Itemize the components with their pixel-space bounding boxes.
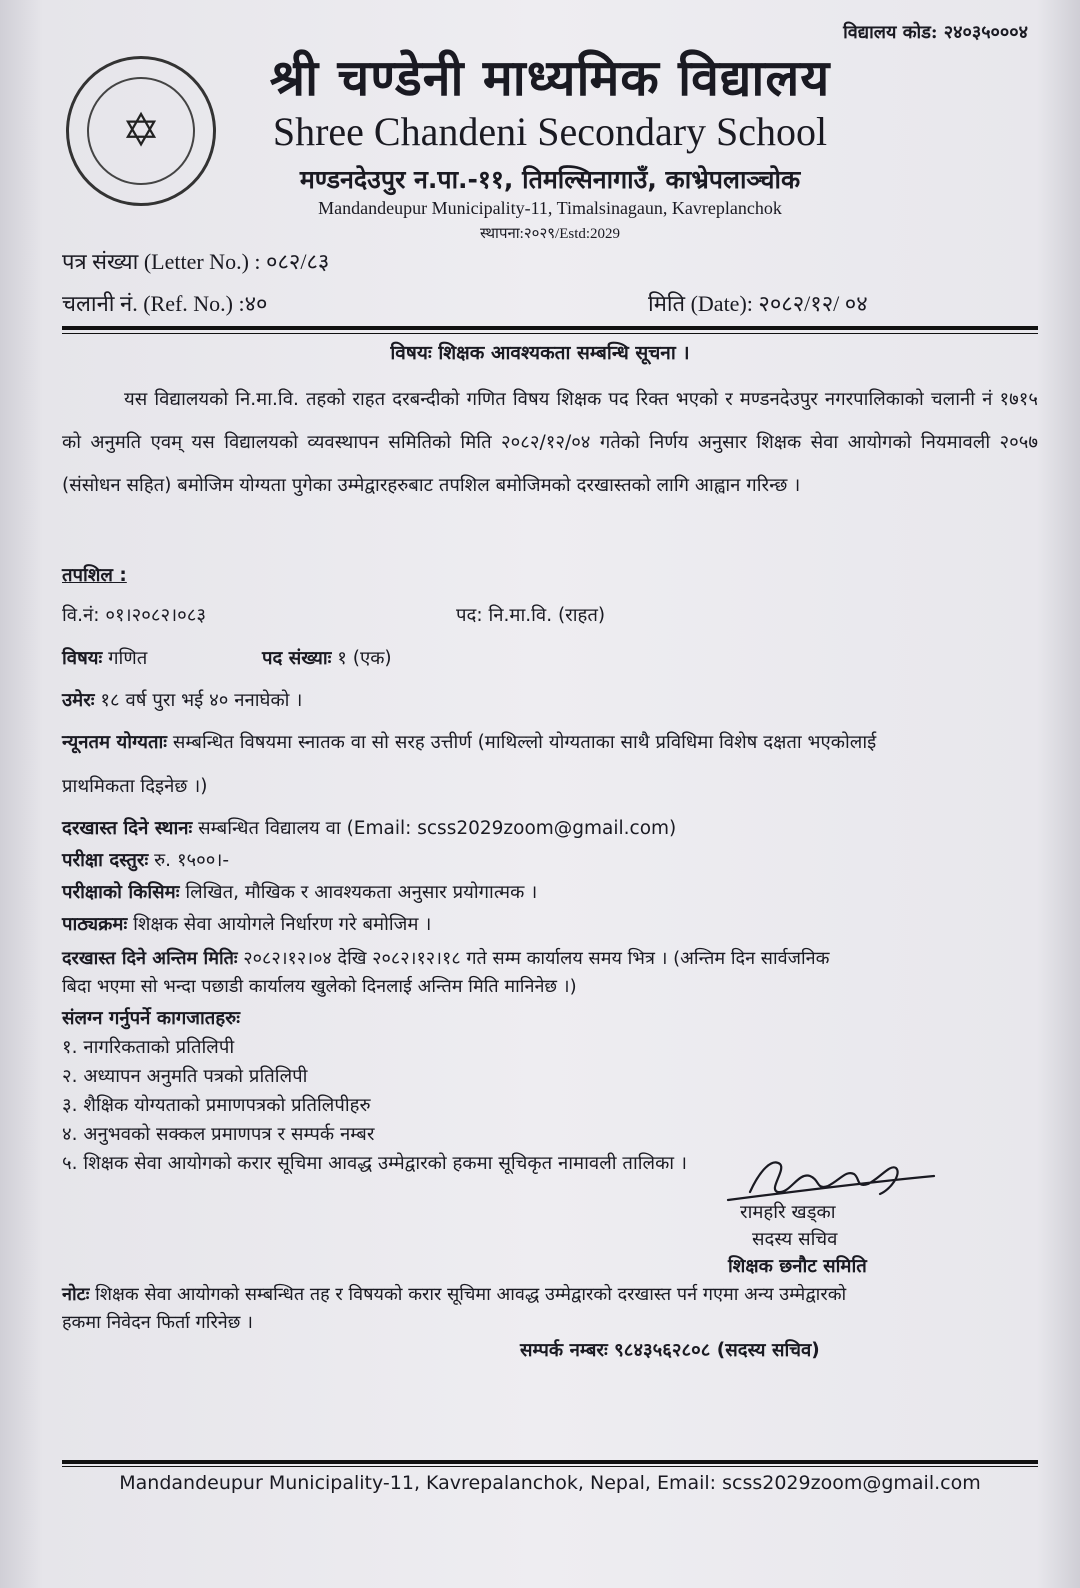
place-label: दरखास्त दिने स्थानः bbox=[62, 818, 193, 839]
signatory-name: रामहरि खड्का bbox=[740, 1202, 836, 1223]
ad-number: वि.नं: ०१।२०८२।०८३ bbox=[62, 605, 206, 626]
age-field bbox=[62, 690, 302, 712]
header-divider bbox=[62, 326, 1038, 330]
document-item: २. अध्यापन अनुमति पत्रको प्रतिलिपी bbox=[62, 1066, 308, 1087]
exam-type-field bbox=[62, 882, 537, 904]
star-emblem-icon: ✡ bbox=[121, 103, 161, 157]
subject-line: विषयः शिक्षक आवश्यकता सम्बन्धि सूचना । bbox=[390, 342, 690, 364]
syllabus-label: पाठ्यक्रमः bbox=[62, 914, 128, 935]
footer-divider bbox=[62, 1460, 1038, 1464]
note-value-cont: हकमा निवेदन फिर्ता गरिनेछ । bbox=[62, 1312, 253, 1333]
details-heading: तपशिल : bbox=[62, 565, 127, 586]
syllabus-field bbox=[62, 914, 431, 936]
school-code: विद्यालय कोड: २४०३५०००४ bbox=[843, 22, 1028, 43]
reference-number: चलानी नं. (Ref. No.) :४० bbox=[62, 291, 268, 316]
deadline-value-cont: बिदा भएमा सो भन्दा पछाडी कार्यालय खुलेको दिनलाई अन्तिम मिति मानिनेछ ।) bbox=[62, 976, 577, 997]
deadline-value: २०८२।१२।०४ देखि २०८२।१२।१८ गते सम्म कार्यालय समय भित्र । (अन्तिम दिन सार्वजनिक bbox=[237, 948, 830, 969]
school-name-english: Shree Chandeni Secondary School bbox=[272, 109, 828, 154]
note-value: शिक्षक सेवा आयोगको सम्बन्धित तह र विषयको करार सूचिमा आवद्ध उम्मेद्वारको दरखास्त पर्न गएमा अन्य उम्मेद्वारको bbox=[89, 1284, 847, 1305]
application-place-field bbox=[62, 818, 676, 840]
subject-value: गणित bbox=[102, 648, 148, 669]
handwritten-signature bbox=[720, 1150, 940, 1206]
footer-address: Mandandeupur Municipality-11, Kavrepalanchok, Nepal, Email: scss2029zoom@gmail.com bbox=[119, 1472, 981, 1494]
letter-date: मिति (Date): २०८२/१२/ ०४ bbox=[648, 291, 868, 316]
deadline-label: दरखास्त दिने अन्तिम मितिः bbox=[62, 948, 238, 969]
fee-label: परीक्षा दस्तुरः bbox=[62, 850, 149, 871]
age-value: १८ वर्ष पुरा भई ४० ननाघेको । bbox=[94, 690, 303, 711]
fee-value: रु. १५००।- bbox=[148, 850, 230, 871]
qualification-value-cont: प्राथमिकता दिइनेछ ।) bbox=[62, 776, 208, 797]
school-name-nepali: श्री चण्डेनी माध्यमिक विद्यालय bbox=[269, 49, 831, 107]
age-label: उमेरः bbox=[62, 690, 95, 711]
contact-label: सम्पर्क नम्बरः bbox=[520, 1340, 608, 1361]
exam-type-label: परीक्षाको किसिमः bbox=[62, 882, 180, 903]
exam-fee-field bbox=[62, 850, 229, 872]
note-label: नोटः bbox=[62, 1284, 90, 1305]
qualification-label: न्यूनतम योग्यताः bbox=[62, 732, 168, 753]
subject-field bbox=[62, 648, 147, 670]
positions-label: पद संख्याः bbox=[262, 648, 332, 669]
school-seal-logo bbox=[66, 56, 216, 206]
footer-divider-thin bbox=[62, 1466, 1038, 1467]
positions-field bbox=[262, 648, 392, 670]
signatory-title: सदस्य सचिव bbox=[752, 1229, 838, 1250]
established-year: स्थापना:२०२९/Estd:2029 bbox=[479, 226, 621, 242]
body-paragraph: यस विद्यालयको नि.मा.वि. तहको राहत दरबन्दीको गणित विषय शिक्षक पद रिक्त भएको र मण्डनदेउपुर नगरपालिकाको चलानी नं १७१५ को अनुमति एवम् यस विद्यालयको व्यवस्थापन समितिको मिति २०८२/१२/०४ गतेको निर्णय अनुसार शिक्षक सेवा आयोगको नियमावली २०५७ (संसोधन सहित) बमोजिम योग्यता पुगेका उम्मेद्वारहरुबाट तपशिल बमोजिमको दरखास्तको लागि आह्वान गरिन्छ । bbox=[62, 389, 1038, 496]
post-name: पद: नि.मा.वि. (राहत) bbox=[456, 605, 606, 626]
address-english: Mandandeupur Municipality-11, Timalsinagaun, Kavreplanchok bbox=[318, 198, 782, 218]
seal-inner-ring bbox=[87, 77, 195, 185]
contact-field bbox=[520, 1340, 820, 1362]
qualification-value: सम्बन्धित विषयमा स्नातक वा सो सरह उत्तीर्ण (माथिल्लो योग्यताका साथै प्रविधिमा विशेष दक्षता भएकोलाई bbox=[167, 732, 877, 753]
contact-value: ९८४३५६२८०८ (सदस्य सचिव) bbox=[607, 1340, 820, 1361]
address-nepali: मण्डनदेउपुर न.पा.-११, तिमल्सिनागाउँ, काभ्रेपलाञ्चोक bbox=[299, 165, 801, 194]
documents-heading: संलग्न गर्नुपर्ने कागजातहरुः bbox=[62, 1008, 240, 1029]
qualification-field bbox=[62, 732, 1038, 754]
document-item: ५. शिक्षक सेवा आयोगको करार सूचिमा आवद्ध उम्मेद्वारको हकमा सूचिकृत नामावली तालिका । bbox=[62, 1153, 687, 1174]
deadline-field bbox=[62, 948, 1038, 970]
place-value: सम्बन्धित विद्यालय वा (Email: scss2029zoom@gmail.com) bbox=[192, 818, 677, 839]
header-divider-thin bbox=[62, 333, 1038, 334]
syllabus-value: शिक्षक सेवा आयोगले निर्धारण गरे बमोजिम । bbox=[127, 914, 432, 935]
note-field bbox=[62, 1284, 1038, 1306]
letter-number: पत्र संख्या (Letter No.) : ०८२/८३ bbox=[62, 249, 330, 274]
signatory-committee: शिक्षक छनौट समिति bbox=[728, 1256, 867, 1277]
document-item: ३. शैक्षिक योग्यताको प्रमाणपत्रको प्रतिलिपीहरु bbox=[62, 1095, 371, 1116]
subject-label: विषयः bbox=[62, 648, 103, 669]
exam-type-value: लिखित, मौखिक र आवश्यकता अनुसार प्रयोगात्मक । bbox=[179, 882, 538, 903]
document-item: ४. अनुभवको सक्कल प्रमाणपत्र र सम्पर्क नम्बर bbox=[62, 1124, 375, 1145]
positions-value: १ (एक) bbox=[331, 648, 392, 669]
document-item: १. नागरिकताको प्रतिलिपी bbox=[62, 1037, 235, 1058]
